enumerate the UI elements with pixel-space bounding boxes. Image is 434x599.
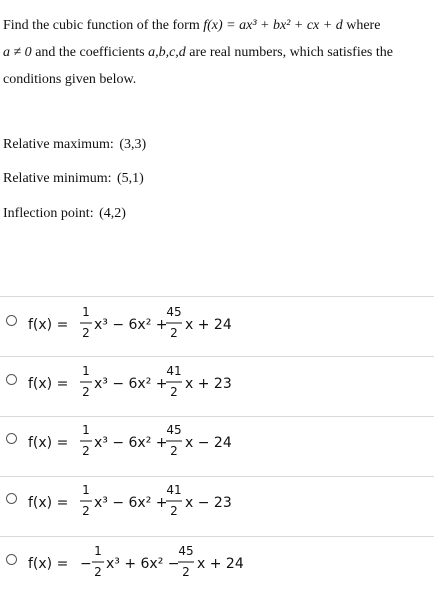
nonzero-condition: a ≠ 0 bbox=[3, 45, 32, 60]
condition-value: (4,2) bbox=[99, 206, 126, 221]
lhs: f(x) = bbox=[28, 317, 69, 333]
answer-option-1[interactable] bbox=[0, 297, 434, 355]
radio-button[interactable] bbox=[6, 493, 17, 504]
a-denominator: 2 bbox=[82, 326, 90, 340]
a-denominator: 2 bbox=[82, 385, 90, 399]
answer-option-3[interactable] bbox=[0, 417, 434, 475]
condition-label: Relative minimum: bbox=[3, 171, 112, 186]
c-denominator: 2 bbox=[170, 385, 178, 399]
inflection-point bbox=[3, 206, 126, 222]
middle-terms: x³ − 6x² + bbox=[94, 376, 168, 392]
tail-terms: x − 23 bbox=[185, 495, 232, 511]
function-form: f(x) = ax³ + bx² + cx + d bbox=[203, 18, 343, 33]
a-denominator: 2 bbox=[82, 504, 90, 518]
condition-label: Relative maximum: bbox=[3, 137, 114, 152]
radio-button[interactable] bbox=[6, 554, 17, 565]
coefficients: a,b,c,d bbox=[148, 45, 186, 60]
condition-value: (5,1) bbox=[117, 171, 144, 186]
tail-terms: x + 23 bbox=[185, 376, 232, 392]
condition-value: (3,3) bbox=[119, 137, 147, 152]
question-suffix: are real numbers, which satisfies the bbox=[185, 45, 393, 60]
a-sign: − bbox=[80, 556, 92, 572]
radio-button[interactable] bbox=[6, 433, 17, 444]
middle-terms: x³ − 6x² + bbox=[94, 317, 168, 333]
c-numerator: 45 bbox=[166, 305, 182, 319]
option-expression bbox=[28, 299, 288, 349]
c-denominator: 2 bbox=[170, 326, 178, 340]
middle-terms: x³ − 6x² + bbox=[94, 495, 168, 511]
tail-terms: x + 24 bbox=[185, 317, 232, 333]
tail-terms: x − 24 bbox=[185, 435, 232, 451]
c-denominator: 2 bbox=[182, 565, 190, 579]
option-expression bbox=[28, 538, 288, 588]
question-line-1 bbox=[3, 12, 431, 39]
c-denominator: 2 bbox=[170, 504, 178, 518]
question-where: where bbox=[342, 18, 381, 33]
question-mid: and the coefficients bbox=[31, 45, 149, 60]
a-numerator: 1 bbox=[94, 544, 102, 558]
c-numerator: 45 bbox=[178, 544, 194, 558]
a-numerator: 1 bbox=[82, 305, 90, 319]
answer-option-4[interactable] bbox=[0, 477, 434, 535]
a-numerator: 1 bbox=[82, 423, 90, 437]
option-expression bbox=[28, 477, 288, 527]
a-denominator: 2 bbox=[82, 444, 90, 458]
a-numerator: 1 bbox=[82, 364, 90, 378]
lhs: f(x) = bbox=[28, 435, 69, 451]
radio-button[interactable] bbox=[6, 374, 17, 385]
a-numerator: 1 bbox=[82, 483, 90, 497]
question-text bbox=[3, 12, 431, 93]
question-prefix: Find the cubic function of the form bbox=[3, 18, 204, 33]
middle-terms: x³ − 6x² + bbox=[94, 435, 168, 451]
option-expression bbox=[28, 358, 288, 408]
c-numerator: 45 bbox=[166, 423, 182, 437]
question-line-3: conditions given below. bbox=[3, 72, 137, 87]
relative-minimum bbox=[3, 171, 144, 187]
lhs: f(x) = bbox=[28, 376, 69, 392]
a-denominator: 2 bbox=[94, 565, 102, 579]
middle-terms: x³ + 6x² − bbox=[106, 556, 180, 572]
answer-option-5[interactable] bbox=[0, 537, 434, 595]
question-line-2 bbox=[3, 39, 431, 66]
c-numerator: 41 bbox=[166, 364, 182, 378]
relative-maximum bbox=[3, 137, 146, 153]
condition-label: Inflection point: bbox=[3, 206, 94, 221]
c-numerator: 41 bbox=[166, 483, 182, 497]
radio-button[interactable] bbox=[6, 315, 17, 326]
tail-terms: x + 24 bbox=[197, 556, 244, 572]
c-denominator: 2 bbox=[170, 444, 178, 458]
lhs: f(x) = bbox=[28, 495, 69, 511]
lhs: f(x) = bbox=[28, 556, 69, 572]
option-expression bbox=[28, 417, 288, 467]
answer-option-2[interactable] bbox=[0, 357, 434, 415]
